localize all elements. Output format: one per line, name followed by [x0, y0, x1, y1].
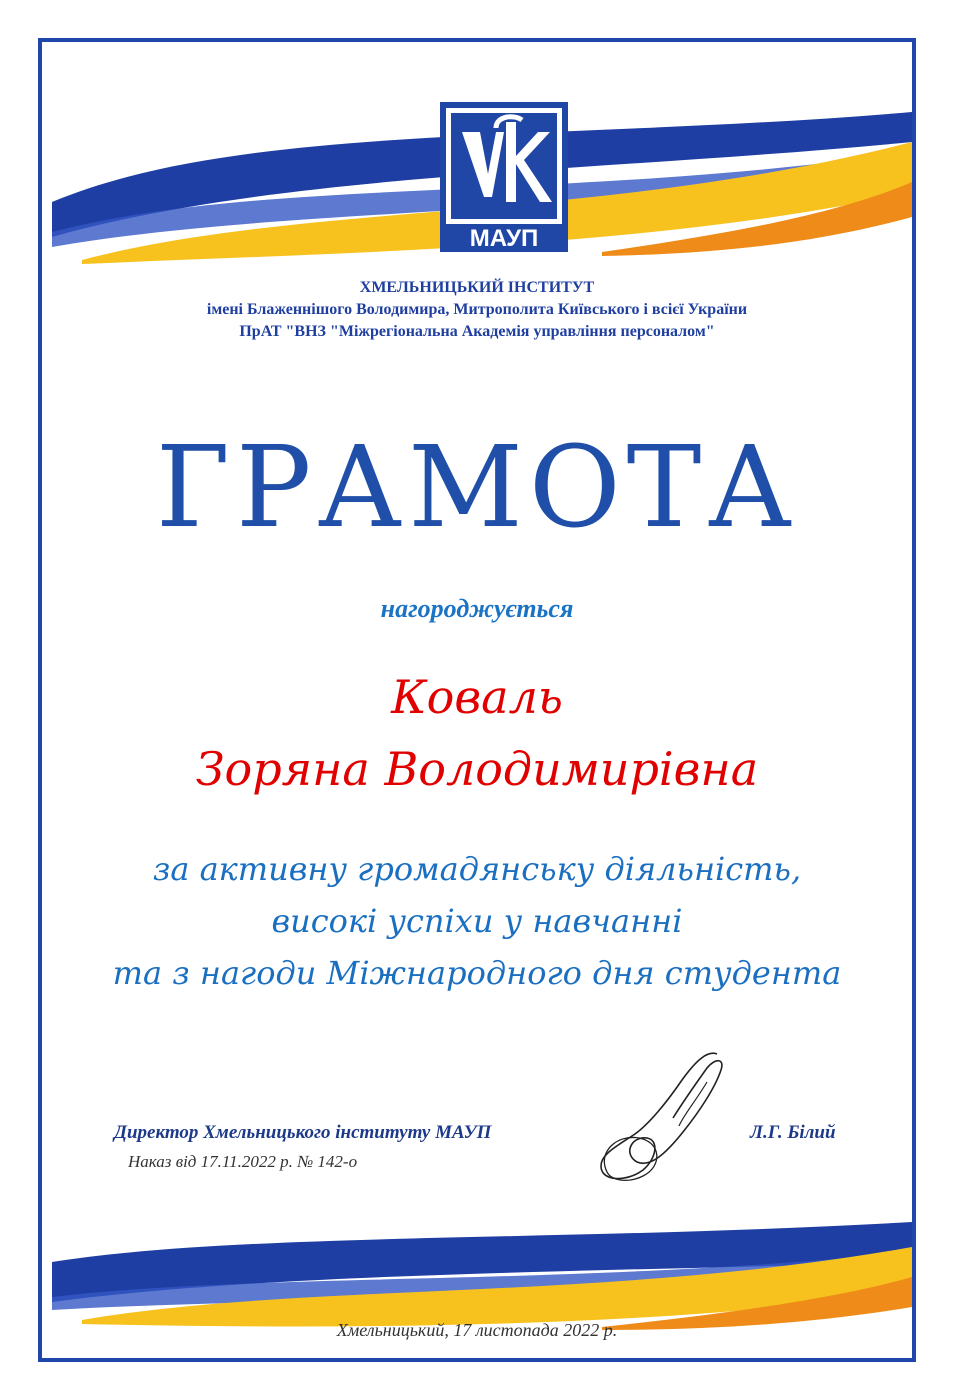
- reason-line-1: за активну громадянську діяльність,: [152, 850, 802, 888]
- recipient-given-names: Зоряна Володимирівна: [195, 742, 759, 796]
- recipient-surname: Коваль: [391, 670, 563, 724]
- signer-name: Л.Г. Білий: [750, 1122, 836, 1143]
- institution-line-3: ПрАТ "ВНЗ "Міжрегіональна Академія управління персоналом": [239, 323, 715, 340]
- logo-abbr: МАУП: [469, 225, 539, 252]
- order-text: Наказ від 17.11.2022 р. № 142-о: [128, 1152, 358, 1171]
- certificate-frame: [38, 38, 916, 1362]
- reason-line-3: та з нагоди Міжнародного дня студента: [112, 954, 842, 992]
- director-title: Директор Хмельницького інституту МАУП: [114, 1122, 492, 1143]
- reason-line-2: високі успіхи у навчанні: [271, 902, 683, 940]
- institution-line-1: ХМЕЛЬНИЦЬКИЙ ІНСТИТУТ: [359, 279, 595, 296]
- institution-line-2: імені Блаженнішого Володимира, Митрополита Київського і всієї України: [206, 301, 748, 318]
- footer-place-date: Хмельницький, 17 листопада 2022 р.: [336, 1320, 618, 1340]
- maup-logo-icon: [440, 102, 568, 252]
- signature-icon: [587, 1042, 737, 1202]
- certificate-title: ГРАМОТА: [155, 423, 799, 553]
- awarded-text: нагороджується: [380, 594, 574, 623]
